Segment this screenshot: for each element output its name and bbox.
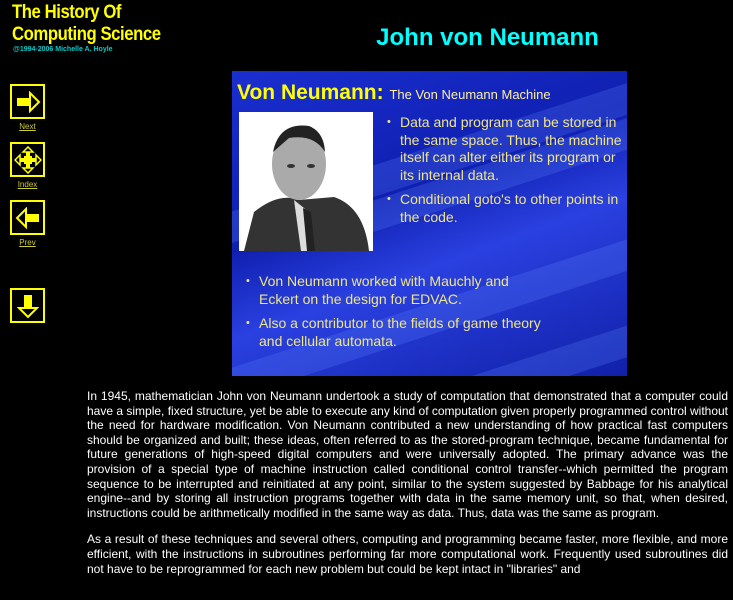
index-link[interactable]: Index (17, 180, 38, 189)
next-link[interactable]: Next (19, 122, 36, 131)
slide-bullets-right: • Data and program can be stored in the same space. Thus, the machine itself can alter either its program or its internal data. • Conditional goto's to other points in the code. (384, 114, 624, 233)
nav-prev[interactable] (10, 200, 45, 247)
slide-heading: Von Neumann: The Von Neumann Machine (237, 81, 551, 104)
down-arrow-icon[interactable] (10, 288, 45, 323)
next-arrow-icon[interactable] (10, 84, 45, 119)
prev-arrow-icon[interactable] (10, 200, 45, 235)
article-body (87, 389, 728, 588)
slide-subheading: The Von Neumann Machine (389, 87, 551, 102)
index-cross-arrows-icon[interactable] (10, 142, 45, 177)
slide-image (232, 71, 627, 376)
paragraph: As a result of these techniques and several others, computing and programming became faster, more flexible, and more efficient, with the instructions in subroutines performing far more computational work. Frequently used subroutines did not have to be reprogrammed for each new problem but could be kept intact in "libraries" and (87, 532, 728, 576)
logo-line1: The History Of (12, 2, 122, 23)
slide-bullets-bottom: • Von Neumann worked with Mauchly and Eckert on the design for EDVAC. • Also a contributor to the fields of game theory and cellular automata. (243, 273, 543, 357)
nav-index[interactable] (10, 142, 45, 189)
nav-next[interactable] (10, 84, 45, 131)
copyright: @1994-2006 Michelle A. Hoyle (13, 46, 113, 53)
logo-line2: Computing Science (12, 24, 161, 45)
page-title: John von Neumann (376, 24, 599, 51)
site-logo[interactable] (12, 2, 161, 46)
nav-down[interactable] (10, 288, 45, 323)
prev-link[interactable]: Prev (19, 238, 36, 247)
paragraph: In 1945, mathematician John von Neumann undertook a study of computation that demonstrated that a computer could have a simple, fixed structure, yet be able to execute any kind of computation given properly programmed control without the need for hardware modification. Von Neumann contributed a new understanding of how practical fast computers should be organized and built; these ideas, often referred to as the stored-program technique, became fundamental for future generations of high-speed digital computers and were universally adopted. The primary advance was the provision of a special type of machine instruction called conditional control transfer--which permitted the program sequence to be interrupted and reinitiated at any point, similar to the system suggested by Babbage for his analytical engine--and by storing all instruction programs together with data in the same memory unit, so that, when desired, instructions could be arithmetically modified in the same way as data. Thus, data was the same as program. (87, 389, 729, 520)
portrait-photo (239, 112, 373, 251)
